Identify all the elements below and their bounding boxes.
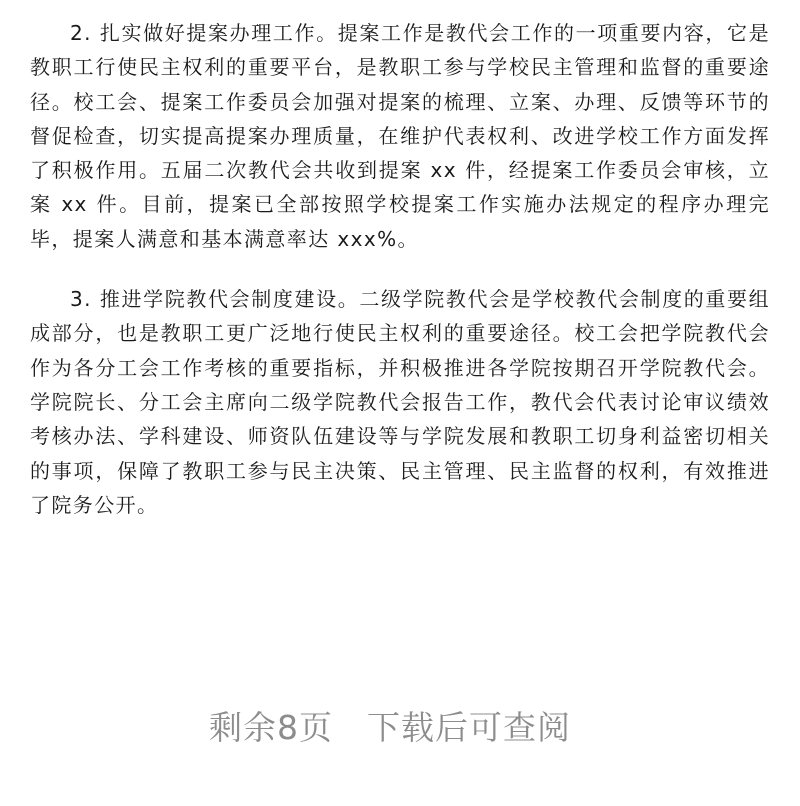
- paragraph-college-congress: 3. 推进学院教代会制度建设。二级学院教代会是学校教代会制度的重要组成部分，也是教职工更广泛地行使民主权利的重要途径。校工会把学院教代会作为各分工会工作考核的重要指标，并积极推进各学院按期召开学院教代会。学院院长、分工会主席向二级学院教代会报告工作，教代会代表讨论审议绩效考核办法、学科建设、师资队伍建设等与学院发展和教职工切身利益密切相关的事项，保障了教职工参与民主决策、民主管理、民主监督的权利，有效推进了院务公开。: [30, 287, 770, 517]
- document-body: [30, 16, 770, 522]
- paragraph-proposal-work: 2. 扎实做好提案办理工作。提案工作是教代会工作的一项重要内容，它是教职工行使民主权利的重要平台，是教职工参与学校民主管理和监督的重要途径。校工会、提案工作委员会加强对提案的梳理、立案、办理、反馈等环节的督促检查，切实提高提案办理质量，在维护代表权利、改进学校工作方面发挥了积极作用。五届二次教代会共收到提案 xx 件，经提案工作委员会审核，立案 xx 件。目前，提案已全部按照学校提案工作实施办法规定的程序办理完毕，提案人满意和基本满意率达 xxx%。: [30, 21, 770, 251]
- remaining-pages-notice: 剩余8页 下载后可查阅: [209, 708, 571, 747]
